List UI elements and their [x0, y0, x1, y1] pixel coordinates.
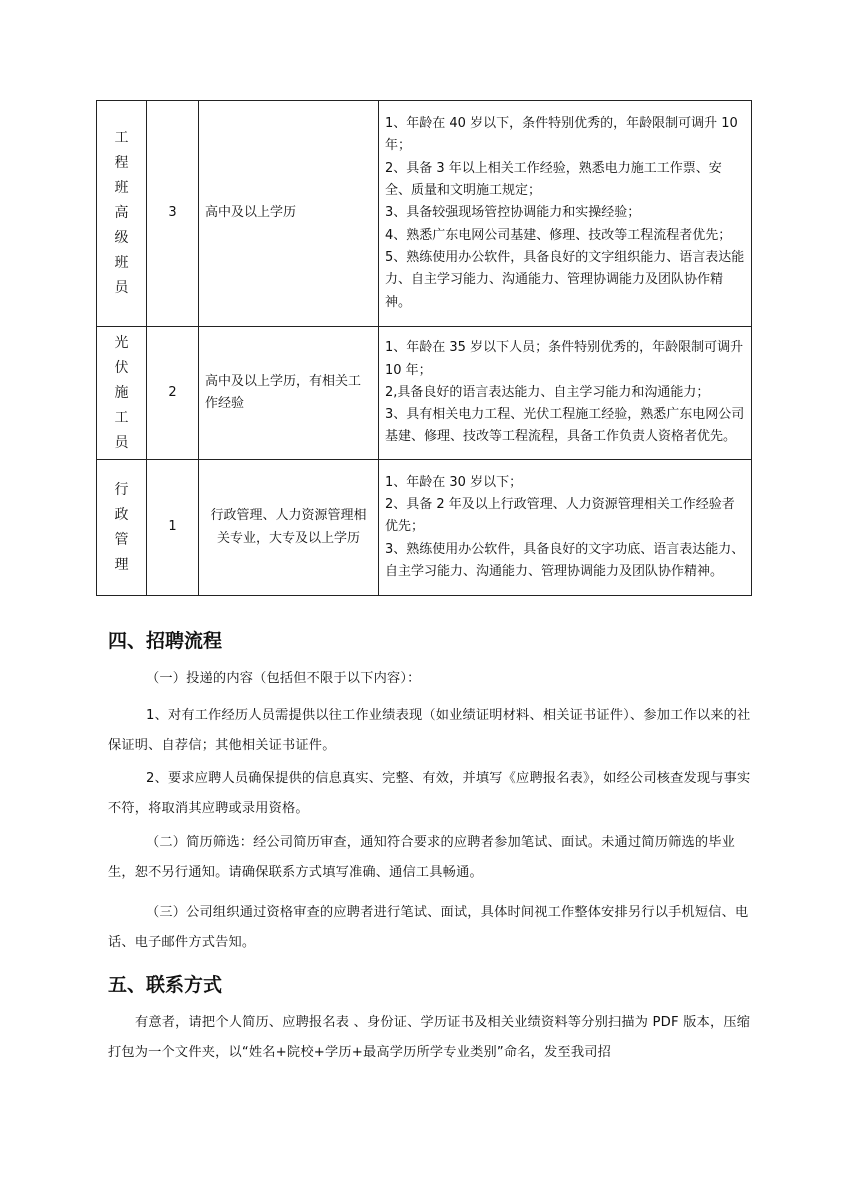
requirement-item: 2、具备 3 年以上相关工作经验，熟悉电力施工工作票、安全、质量和文明施工规定；	[385, 160, 722, 199]
paragraph: 有意者，请把个人简历、应聘报名表 、身份证、学历证书及相关业绩资料等分别扫描为 PDF 版本，压缩打包为一个文件夹，以“姓名+院校+学历+最高学历所学专业类别”命名，发至我司招	[108, 1015, 751, 1060]
table-row	[97, 327, 752, 460]
table-row	[97, 460, 752, 596]
requirement-item: 1、年龄在 30 岁以下；	[385, 474, 523, 490]
headcount: 3	[147, 101, 199, 327]
requirement-item: 5、熟练使用办公软件，具备良好的文字组织能力、语言表达能力、自主学习能力、沟通能力、管理协调能力及团队协作精神。	[385, 249, 745, 310]
section-heading-contact: 五、联系方式	[108, 974, 223, 996]
requirement-item: 2,具备良好的语言表达能力、自主学习能力和沟通能力；	[385, 384, 710, 400]
education-requirement: 高中及以上学历	[199, 101, 379, 327]
position-name: 工 程 班 高 级 班 员	[97, 101, 147, 327]
table-row	[97, 101, 752, 327]
requirement-item: 3、熟练使用办公软件，具备良好的文字功底、语言表达能力、自主学习能力、沟通能力、管理协调能力及团队协作精神。	[385, 541, 745, 579]
job-requirements	[379, 101, 752, 327]
requirement-item: 1、年龄在 35 岁以下人员；条件特别优秀的，年龄限制可调升 10 年；	[385, 340, 744, 378]
position-name: 行 政 管 理	[97, 460, 147, 596]
paragraph: （二）简历筛选：经公司简历审查，通知符合要求的应聘者参加笔试、面试。未通过简历筛选的毕业生，恕不另行通知。请确保联系方式填写准确、通信工具畅通。	[108, 835, 736, 880]
paragraph: 2、要求应聘人员确保提供的信息真实、完整、有效，并填写《应聘报名表》，如经公司核查发现与事实不符，将取消其应聘或录用资格。	[108, 771, 751, 816]
education-requirement: 高中及以上学历，有相关工作经验	[199, 327, 379, 460]
requirement-item: 1、年龄在 40 岁以下，条件特别优秀的，年龄限制可调升 10 年；	[385, 116, 738, 154]
job-requirements	[379, 460, 752, 596]
section-heading-recruitment-process: 四、招聘流程	[108, 630, 223, 652]
paragraph: （一）投递的内容（包括但不限于以下内容）：	[146, 671, 421, 686]
requirement-item: 2、具备 2 年及以上行政管理、人力资源管理相关工作经验者优先；	[385, 497, 735, 535]
job-requirements	[379, 327, 752, 460]
requirement-item: 3、具备较强现场管控协调能力和实操经验；	[385, 205, 641, 221]
education-requirement: 行政管理、人力资源管理相关专业，大专及以上学历	[199, 460, 379, 596]
headcount: 2	[147, 327, 199, 460]
headcount: 1	[147, 460, 199, 596]
position-name: 光 伏 施 工 员	[97, 327, 147, 460]
job-requirements-table	[96, 100, 752, 596]
paragraph: （三）公司组织通过资格审查的应聘者进行笔试、面试，具体时间视工作整体安排另行以手机短信、电话、电子邮件方式告知。	[108, 905, 749, 950]
paragraph: 1、对有工作经历人员需提供以往工作业绩表现（如业绩证明材料、相关证书证件）、参加工作以来的社保证明、自荐信；其他相关证书证件。	[108, 708, 751, 753]
requirement-item: 4、熟悉广东电网公司基建、修理、技改等工程流程者优先；	[385, 227, 732, 243]
requirement-item: 3、具有相关电力工程、光伏工程施工经验，熟悉广东电网公司基建、修理、技改等工程流程，具备工作负责人资格者优先。	[385, 407, 745, 445]
